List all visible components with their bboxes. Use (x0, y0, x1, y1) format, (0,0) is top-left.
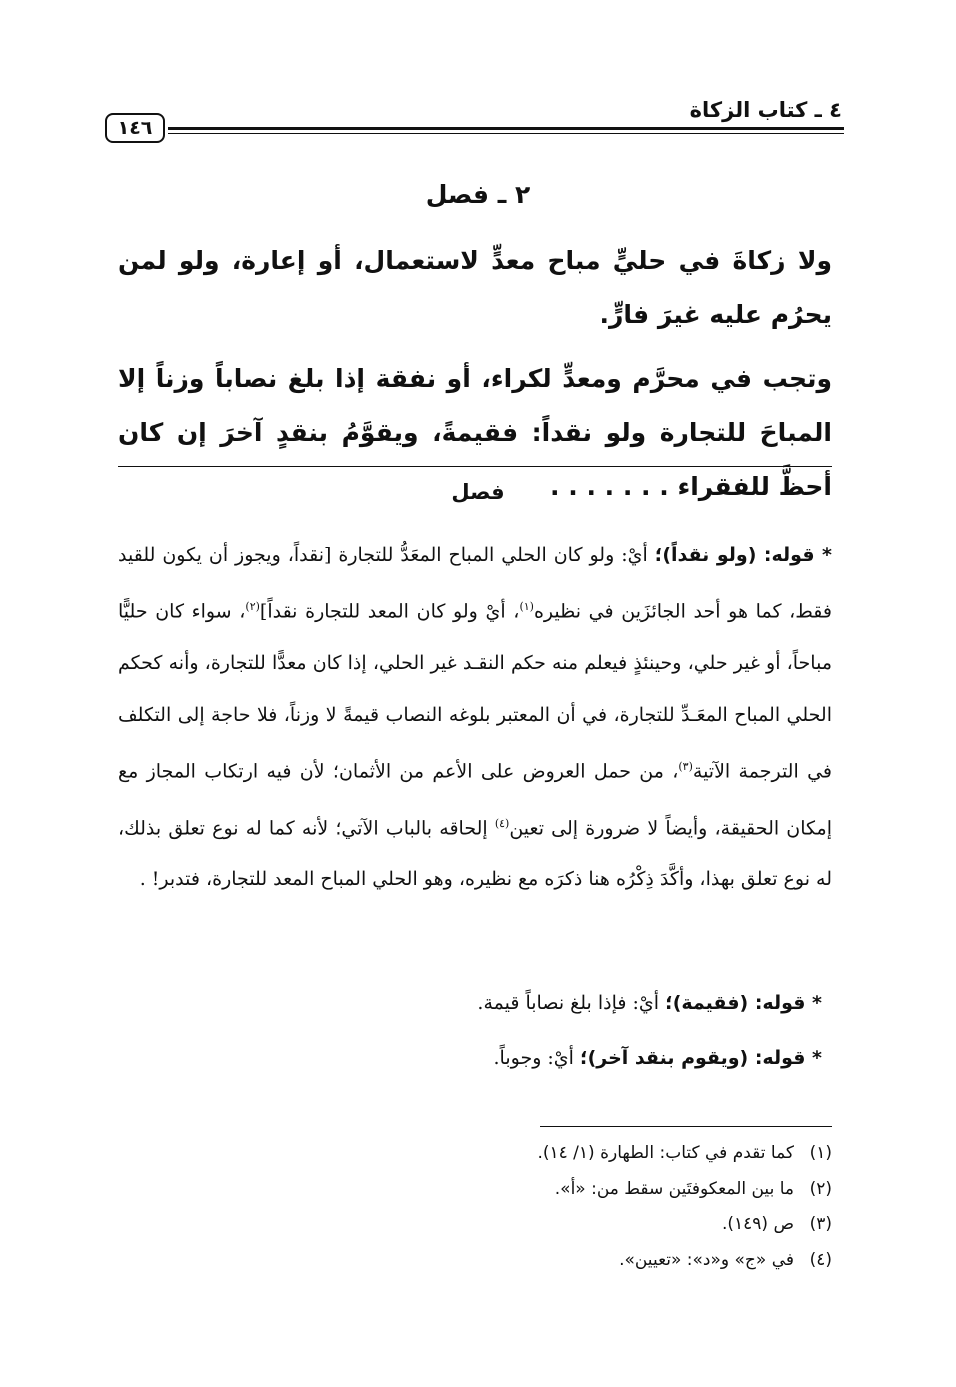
header-rule (168, 127, 844, 130)
footnote-number: (١) (809, 1143, 832, 1163)
footnote-ref[interactable]: (٣) (678, 759, 693, 773)
commentary-body (118, 530, 832, 906)
footnote-ref[interactable]: (٢) (245, 600, 260, 614)
footnote-text: ما بين المعكوفتَين سقط من: «أ». (554, 1178, 794, 1199)
note-text: أيْ: فإذا بلغ نصاباً قيمة. (477, 992, 666, 1014)
footnotes (118, 1140, 832, 1282)
commentary-note-1 (118, 992, 822, 1014)
footnote-number: (٤) (809, 1249, 832, 1270)
section-heading: ٢ ـ فصل (425, 180, 531, 209)
matn-paragraph-2: وتجب في محرَّم ومعدٍّ لكراء، أو نفقة إذا بلغ نصاباً وزناً إلا المباحَ للتجارة ولو نقداً: فقيمةً، ويقوَّمُ بنقدٍ آخرَ إن كان أحظَّ للفقراء . . . . . . . (118, 364, 832, 501)
note-text: أيْ: وجوباً. (493, 1047, 580, 1069)
running-title: ٤ ـ كتاب الزكاة (689, 98, 842, 122)
note-label: * قوله: (ويقوم بنقد آخر)؛ (580, 1047, 822, 1069)
footnote-text: كما تقدم في كتاب: الطهارة (١/ ١٤). (537, 1143, 794, 1163)
commentary-note-2 (118, 1047, 822, 1069)
commentary-heading: فصل (451, 480, 505, 504)
main-divider (118, 466, 832, 467)
commentary-text: أيْ: ولو كان الحلي المباح المعَدُّ للتجارة [نقداً، ويجوز أن يكون للقيد فقط، كما هو أحد الجائزَين في نظيره (118, 544, 832, 623)
footnote-divider (540, 1126, 832, 1127)
footnote-item (118, 1176, 832, 1212)
footnote-text: ص (١٤٩). (721, 1214, 794, 1234)
footnote-ref[interactable]: (٤) (494, 816, 510, 830)
commentary-paragraph (118, 530, 832, 906)
page-number: ١٤٦ (105, 113, 165, 143)
commentary-text: ، أيْ ولو كان المعد للتجارة نقداً] (259, 600, 520, 623)
footnote-text: في «ج» و«د»: «تعيين». (619, 1249, 794, 1270)
commentary-text: إلحاقه بالباب الآتي؛ لأنه كما له نوع تعلق بذلك، له نوع تعلق بهذا، وأكَّدَ ذِكْرُه هنا ذكرَه مع نظيره، وهو الحلي المباح المعد للتجارة، فتدبر! . (118, 817, 832, 891)
commentary-text: ، من حمل العروض على الأعم من الأثمان؛ لأن فيه ارتكاب المجاز مع إمكان الحقيقة، وأيضاً لا ضرورة إلى تعين (118, 760, 832, 840)
header-rule-thin (168, 133, 844, 134)
note-label: * قوله: (فقيمة)؛ (665, 992, 822, 1014)
footnote-item (118, 1247, 832, 1283)
footnote-item (118, 1211, 832, 1247)
commentary-label: * قوله: (ولو نقداً)؛ (654, 544, 832, 566)
matn-paragraph-1: ولا زكاةَ في حليٍّ مباح معدٍّ لاستعمال، أو إعارة، ولو لمن يحرُم عليه غيرَ فارٍّ. (118, 246, 832, 329)
footnote-number: (٣) (809, 1214, 832, 1234)
commentary-text: ، سواء كان حليًّا مباحاً، أو غير حلي، وحينئذٍ فيعلم منه حكم النقـد غير الحلي، إذا كان معدًّا للتجارة، وأنه كحكم الحلي المباح المعَـدِّ للتجارة، في أن المعتبر بلوغه النصاب قيمةً لا وزناً، فلا حاجة إلى التكلف في الترجمة الآتية (118, 600, 832, 783)
footnote-number: (٢) (809, 1178, 832, 1199)
footnote-ref[interactable]: (١) (519, 600, 534, 614)
footnote-item (118, 1140, 832, 1176)
